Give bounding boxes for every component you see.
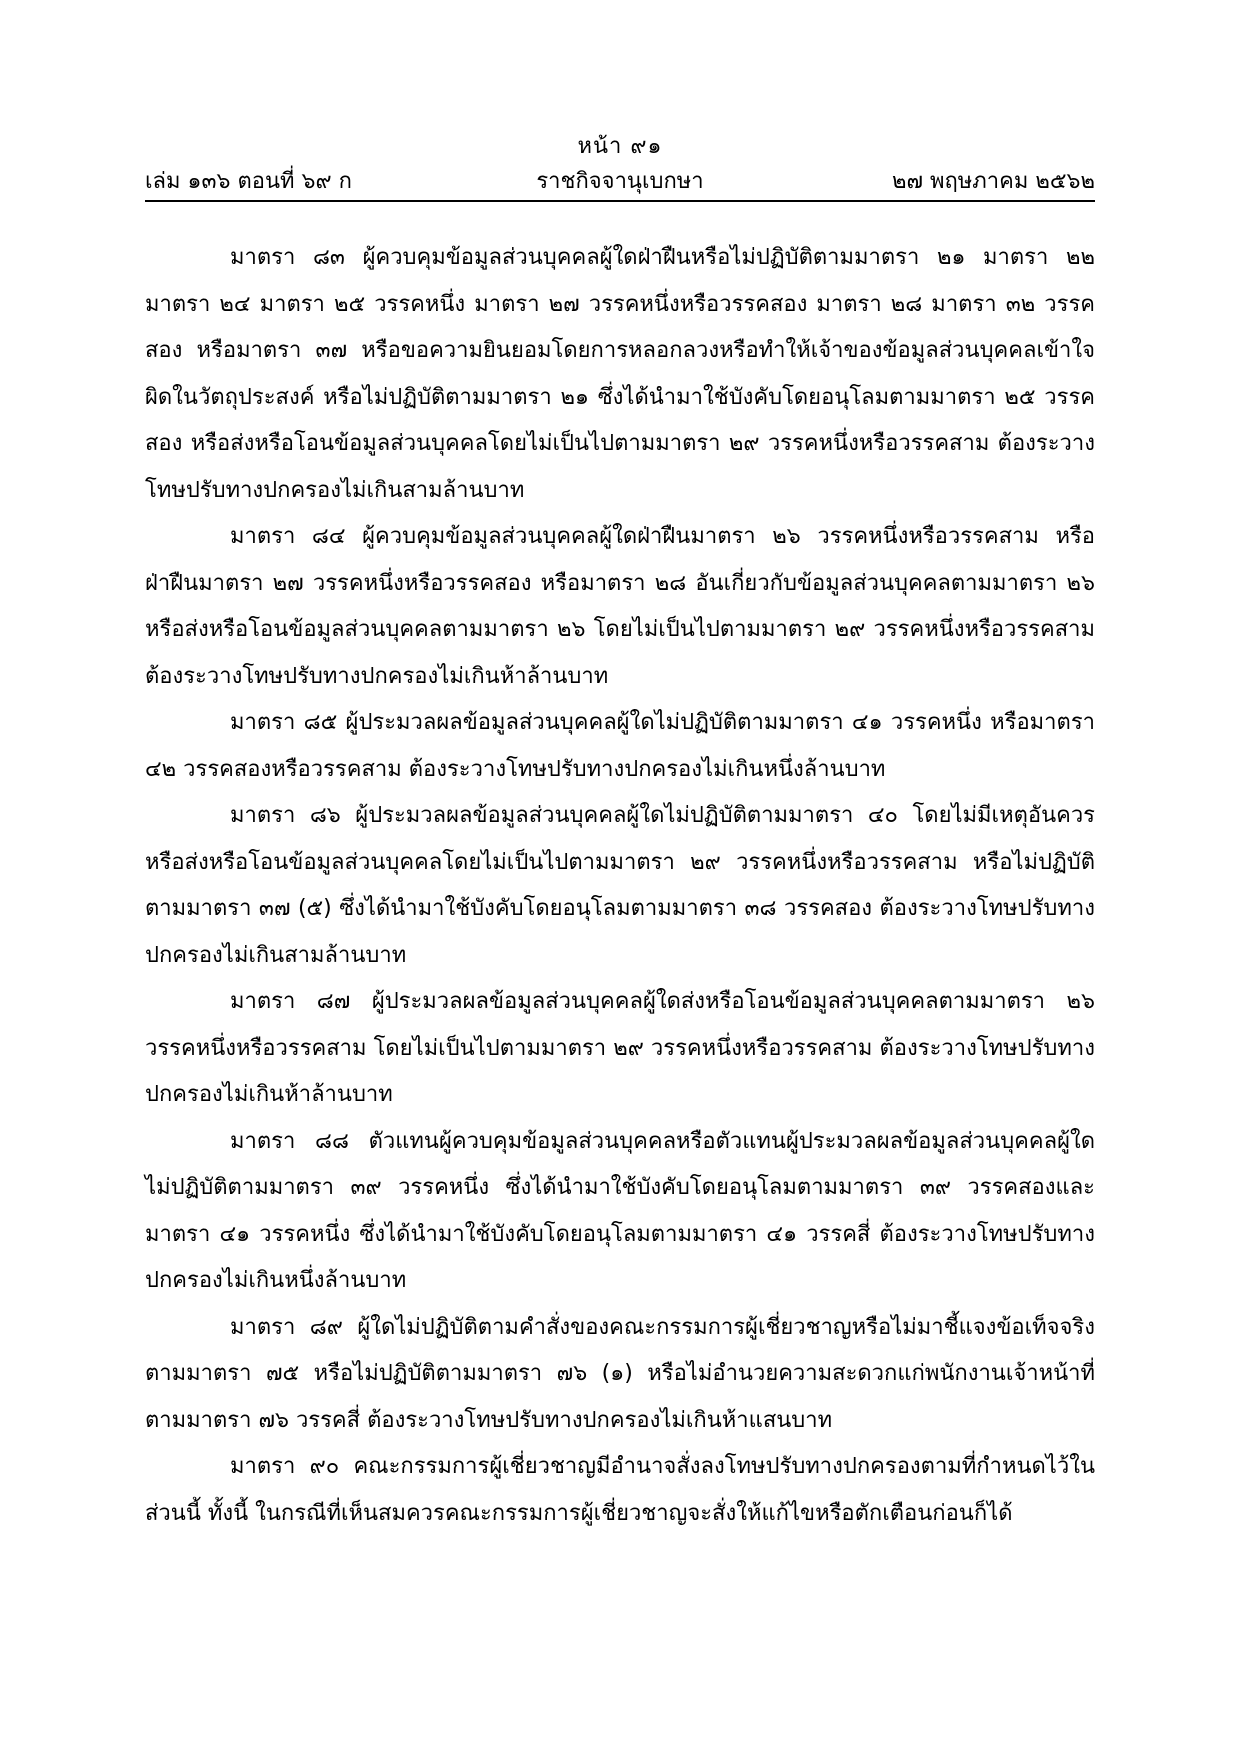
header-divider	[145, 200, 1095, 202]
section-86: มาตรา ๘๖ ผู้ประมวลผลข้อมูลส่วนบุคคลผู้ใดไม่ปฏิบัติตามมาตรา ๔๐ โดยไม่มีเหตุอันควรหรือส่งหรือโอนข้อมูลส่วนบุคคลโดยไม่เป็นไปตามมาตรา ๒๙ วรรคหนึ่งหรือวรรคสาม หรือไม่ปฏิบัติตามมาตรา ๓๗ (๕) ซึ่งได้นำมาใช้บังคับโดยอนุโลมตามมาตรา ๓๘ วรรคสอง ต้องระวางโทษปรับทางปกครองไม่เกินสามล้านบาท	[145, 803, 1095, 968]
page-number: หน้า ๙๑	[577, 134, 663, 159]
section-83: มาตรา ๘๓ ผู้ควบคุมข้อมูลส่วนบุคคลผู้ใดฝ่าฝืนหรือไม่ปฏิบัติตามมาตรา ๒๑ มาตรา ๒๒ มาตรา ๒๔ มาตรา ๒๕ วรรคหนึ่ง มาตรา ๒๗ วรรคหนึ่งหรือวรรคสอง มาตรา ๒๘ มาตรา ๓๒ วรรคสอง หรือมาตรา ๓๗ หรือขอความยินยอมโดยการหลอกลวงหรือทำให้เจ้าของข้อมูลส่วนบุคคลเข้าใจผิดในวัตถุประสงค์ หรือไม่ปฏิบัติตามมาตรา ๒๑ ซึ่งได้นำมาใช้บังคับโดยอนุโลมตามมาตรา ๒๕ วรรคสอง หรือส่งหรือโอนข้อมูลส่วนบุคคลโดยไม่เป็นไปตามมาตรา ๒๙ วรรคหนึ่งหรือวรรคสาม ต้องระวางโทษปรับทางปกครองไม่เกินสามล้านบาท	[145, 245, 1095, 503]
publication-date: ๒๗ พฤษภาคม ๒๕๖๒	[891, 169, 1095, 194]
section-85: มาตรา ๘๕ ผู้ประมวลผลข้อมูลส่วนบุคคลผู้ใดไม่ปฏิบัติตามมาตรา ๔๑ วรรคหนึ่ง หรือมาตรา ๔๒ วรรคสองหรือวรรคสาม ต้องระวางโทษปรับทางปกครองไม่เกินหนึ่งล้านบาท	[145, 710, 1095, 782]
section-88: มาตรา ๘๘ ตัวแทนผู้ควบคุมข้อมูลส่วนบุคคลหรือตัวแทนผู้ประมวลผลข้อมูลส่วนบุคคลผู้ใดไม่ปฏิบัติตามมาตรา ๓๙ วรรคหนึ่ง ซึ่งได้นำมาใช้บังคับโดยอนุโลมตามมาตรา ๓๙ วรรคสองและมาตรา ๔๑ วรรคหนึ่ง ซึ่งได้นำมาใช้บังคับโดยอนุโลมตามมาตรา ๔๑ วรรคสี่ ต้องระวางโทษปรับทางปกครองไม่เกินหนึ่งล้านบาท	[145, 1128, 1095, 1293]
gazette-name: ราชกิจจานุเบกษา	[536, 169, 704, 194]
section-84: มาตรา ๘๔ ผู้ควบคุมข้อมูลส่วนบุคคลผู้ใดฝ่าฝืนมาตรา ๒๖ วรรคหนึ่งหรือวรรคสาม หรือฝ่าฝืนมาตรา ๒๗ วรรคหนึ่งหรือวรรคสอง หรือมาตรา ๒๘ อันเกี่ยวกับข้อมูลส่วนบุคคลตามมาตรา ๒๖ หรือส่งหรือโอนข้อมูลส่วนบุคคลตามมาตรา ๒๖ โดยไม่เป็นไปตามมาตรา ๒๙ วรรคหนึ่งหรือวรรคสาม ต้องระวางโทษปรับทางปกครองไม่เกินห้าล้านบาท	[145, 524, 1095, 689]
volume-issue: เล่ม ๑๓๖ ตอนที่ ๖๙ ก	[145, 169, 352, 194]
document-body	[145, 235, 1095, 1537]
section-87: มาตรา ๘๗ ผู้ประมวลผลข้อมูลส่วนบุคคลผู้ใดส่งหรือโอนข้อมูลส่วนบุคคลตามมาตรา ๒๖ วรรคหนึ่งหรือวรรคสาม โดยไม่เป็นไปตามมาตรา ๒๙ วรรคหนึ่งหรือวรรคสาม ต้องระวางโทษปรับทางปกครองไม่เกินห้าล้านบาท	[145, 989, 1095, 1107]
page-header	[145, 163, 1095, 199]
section-90: มาตรา ๙๐ คณะกรรมการผู้เชี่ยวชาญมีอำนาจสั่งลงโทษปรับทางปกครองตามที่กำหนดไว้ในส่วนนี้ ทั้งนี้ ในกรณีที่เห็นสมควรคณะกรรมการผู้เชี่ยวชาญจะสั่งให้แก้ไขหรือตักเตือนก่อนก็ได้	[145, 1454, 1095, 1526]
section-89: มาตรา ๘๙ ผู้ใดไม่ปฏิบัติตามคำสั่งของคณะกรรมการผู้เชี่ยวชาญหรือไม่มาชี้แจงข้อเท็จจริงตามมาตรา ๗๕ หรือไม่ปฏิบัติตามมาตรา ๗๖ (๑) หรือไม่อำนวยความสะดวกแก่พนักงานเจ้าหน้าที่ตามมาตรา ๗๖ วรรคสี่ ต้องระวางโทษปรับทางปกครองไม่เกินห้าแสนบาท	[145, 1314, 1095, 1433]
